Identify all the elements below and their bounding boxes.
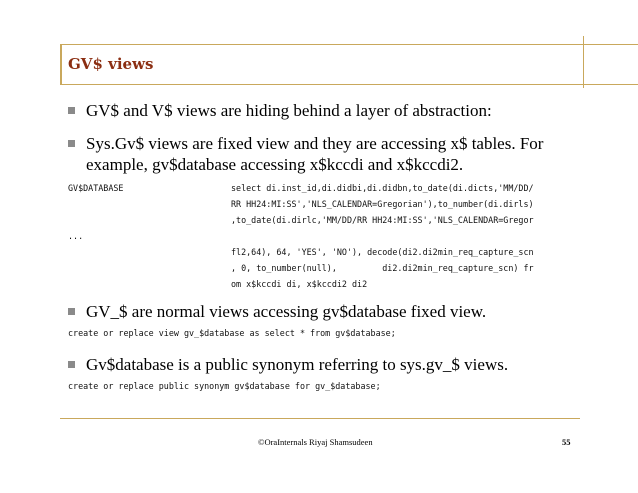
bullet-square-icon [68,140,75,147]
code-ellipsis: ... [68,231,84,241]
bullet-text: GV$ and V$ views are hiding behind a layer of abstraction: [86,101,492,120]
bullet-1 [68,100,588,121]
bullet-4 [68,354,588,375]
page-number: 55 [562,437,571,447]
slide-title: GV$ views [68,55,154,73]
bullet-text: Sys.Gv$ views are fixed view and they are accessing x$ tables. For example, gv$database accessing x$kccdi and x$kccdi2. [86,134,544,174]
bullet-2 [68,133,588,175]
title-rule-bottom [60,84,638,85]
code-line: fl2,64), 64, 'YES', 'NO'), decode(di2.di2min_req_capture_scn [231,247,534,257]
code-line: , 0, to_number(null), di2.di2min_req_capture_scn) fr [231,263,534,273]
code-line: RR HH24:MI:SS','NLS_CALENDAR=Gregorian'),to_number(di.dirls) [231,199,534,209]
code-line: om x$kccdi di, x$kccdi2 di2 [231,279,368,289]
bullet-square-icon [68,308,75,315]
code-line: ,to_date(di.dirlc,'MM/DD/RR HH24:MI:SS','NLS_CALENDAR=Gregor [231,215,534,225]
bullet-text: GV_$ are normal views accessing gv$database fixed view. [86,302,487,321]
bullet-3 [68,301,588,322]
footer-rule [60,418,580,419]
code-create-synonym: create or replace public synonym gv$database for gv_$database; [68,381,381,391]
bullet-square-icon [68,361,75,368]
title-rule-left [60,44,62,84]
footer-credit: ©OraInternals Riyaj Shamsudeen [258,437,373,447]
bullet-square-icon [68,107,75,114]
title-rule-right [583,36,584,88]
code-line: select di.inst_id,di.didbi,di.didbn,to_date(di.dicts,'MM/DD/ [231,183,534,193]
title-rule-top [60,44,638,45]
bullet-text: Gv$database is a public synonym referring to sys.gv_$ views. [86,355,509,374]
code-create-view: create or replace view gv_$database as select * from gv$database; [68,328,396,338]
code-label-gvdatabase: GV$DATABASE [68,183,124,193]
